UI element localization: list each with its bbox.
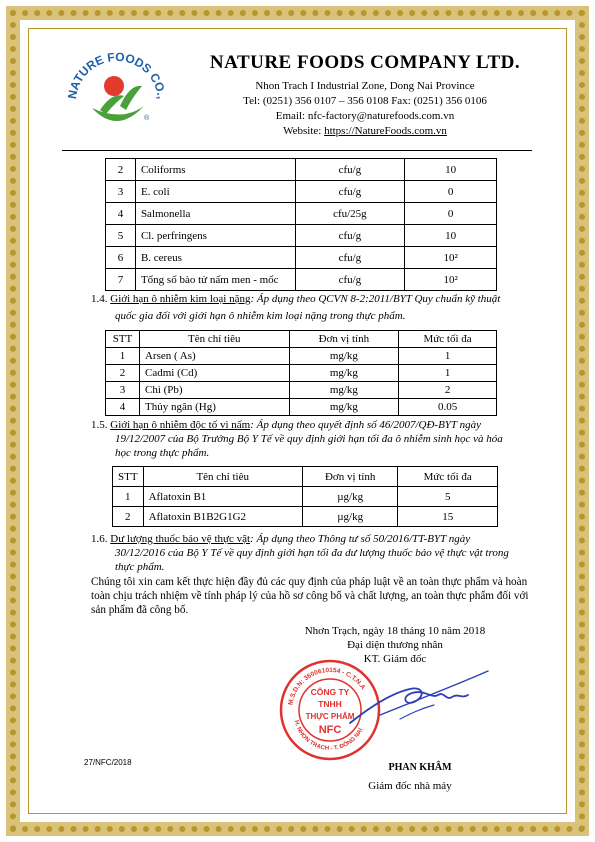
website-label: Website:	[283, 125, 325, 137]
table-cell: 7	[106, 269, 136, 291]
stamp-ring-bottom: H. NHƠN TRẠCH - T. ĐỒNG NAI	[292, 719, 365, 753]
table-header-cell: Tên chỉ tiêu	[143, 467, 302, 487]
table-cell: 3	[106, 181, 136, 203]
table-cell: mg/kg	[289, 399, 399, 416]
table-cell: Salmonella	[135, 203, 295, 225]
section-text: quốc gia đối với giới hạn ô nhiễm kim loại nặng trong thực phẩm.	[115, 310, 406, 322]
signer-name: PHAN KHÂM	[388, 762, 452, 773]
section-text: 19/12/2007 của Bộ Trưởng Bộ Y Tế về quy định giới hạn tối đa ô nhiễm sinh học và hóa	[115, 433, 503, 445]
table-cell: Aflatoxin B1	[143, 487, 302, 507]
table-cell: 0	[405, 203, 497, 225]
table-cell: Arsen ( As)	[139, 348, 289, 365]
table-cell: µg/kg	[302, 487, 398, 507]
table-cell: 2	[399, 382, 497, 399]
table-row	[106, 365, 497, 382]
director-label: KT. Giám đốc	[363, 653, 427, 665]
table-cell: 1	[106, 348, 140, 365]
stamp-line-4: NFC	[318, 724, 342, 736]
micro-table	[105, 158, 497, 291]
stamp-line-2: TNHH	[318, 699, 342, 709]
section-text: 30/12/2016 của Bộ Y Tế về quy định giới hạn tối đa dư lượng thuốc bảo vệ thực vật trong	[115, 547, 509, 559]
logo-text: NATURE FOODS CO.,	[65, 49, 169, 100]
company-address: Nhon Trach I Industrial Zone, Dong Nai Province	[255, 80, 475, 92]
table-cell: 10²	[405, 247, 497, 269]
section-1-4	[91, 292, 511, 323]
section-number: 1.6.	[91, 533, 108, 545]
representative-label: Đại diện thương nhân	[347, 639, 443, 651]
table-cell: 6	[106, 247, 136, 269]
table-row	[106, 203, 497, 225]
section-number: 1.5.	[91, 419, 108, 431]
section-text: : Áp dụng theo quyết định số 46/2007/QĐ-BYT ngày	[250, 419, 481, 431]
table-row	[106, 181, 497, 203]
commitment-line: toàn chịu trách nhiệm về tính pháp lý của hồ sơ công bố và chất lượng, an toàn thực phẩm đối với	[91, 590, 529, 602]
registered-mark: ®	[144, 115, 150, 122]
table-cell: 4	[106, 203, 136, 225]
stamp-line-3: THỰC PHẨM	[305, 712, 355, 721]
table-cell: µg/kg	[302, 507, 398, 527]
table-cell: 0	[405, 181, 497, 203]
table-cell: Cadmi (Cd)	[139, 365, 289, 382]
table-header-cell: Đơn vị tính	[289, 331, 399, 348]
table-cell: cfu/g	[295, 181, 405, 203]
table-cell: Aflatoxin B1B2G1G2	[143, 507, 302, 527]
table-cell: Coliforms	[135, 159, 295, 181]
table-row	[113, 507, 498, 527]
table-cell: cfu/g	[295, 247, 405, 269]
table-row	[106, 382, 497, 399]
table-cell: 5	[398, 487, 498, 507]
table-row	[106, 159, 497, 181]
company-email: Email: nfc-factory@naturefoods.com.vn	[275, 110, 455, 122]
table-cell: E. coli	[135, 181, 295, 203]
table-cell: mg/kg	[289, 365, 399, 382]
table-row	[106, 399, 497, 416]
stamp-ring-text: M.S.D.N: 3600610154 - C.T.N.A	[287, 666, 367, 706]
document-code: 27/NFC/2018	[84, 758, 132, 767]
section-title: Giới hạn ô nhiễm kim loại nặng	[110, 293, 251, 305]
table-header-row	[113, 467, 498, 487]
table-cell: mg/kg	[289, 348, 399, 365]
table-row	[113, 487, 498, 507]
heavy-metal-table	[105, 330, 497, 416]
table-cell: Thủy ngân (Hg)	[139, 399, 289, 416]
section-text: học trong thực phẩm.	[115, 447, 210, 459]
table-header-cell: STT	[106, 331, 140, 348]
section-number: 1.4.	[91, 293, 108, 305]
table-cell: Cl. perfringens	[135, 225, 295, 247]
table-header-cell: Đơn vị tính	[302, 467, 398, 487]
table-header-cell: Tên chỉ tiêu	[139, 331, 289, 348]
stamp-line-1: CÔNG TY	[310, 687, 350, 697]
section-1-5	[91, 418, 511, 460]
handwritten-signature	[340, 665, 490, 735]
table-cell: 1	[113, 487, 144, 507]
signer-title: Giám đốc nhà máy	[368, 780, 452, 792]
company-phone: Tel: (0251) 356 0107 – 356 0108 Fax: (0251) 356 0106	[243, 95, 487, 107]
header-divider	[62, 150, 532, 151]
company-website-line	[185, 125, 545, 137]
place-date: Nhơn Trạch, ngày 18 tháng 10 năm 2018	[304, 625, 486, 637]
table-header-row	[106, 331, 497, 348]
section-text: : Áp dụng theo Thông tư số 50/2016/TT-BYT ngày	[250, 533, 471, 545]
table-cell: 3	[106, 382, 140, 399]
table-cell: mg/kg	[289, 382, 399, 399]
commitment-paragraph	[91, 575, 541, 617]
mycotoxin-table	[112, 466, 498, 527]
table-header-cell: STT	[113, 467, 144, 487]
section-text: : Áp dụng theo QCVN 8-2:2011/BYT Quy chuẩn kỹ thuật	[250, 293, 501, 305]
table-cell: cfu/g	[295, 225, 405, 247]
table-cell: 10	[405, 159, 497, 181]
table-cell: Tổng số bào tử nấm men - mốc	[135, 269, 295, 291]
section-title: Dư lượng thuốc bảo vệ thực vật	[110, 533, 251, 545]
table-row	[106, 225, 497, 247]
table-cell: cfu/g	[295, 159, 405, 181]
section-title: Giới hạn ô nhiễm độc tố vi nấm	[110, 419, 251, 431]
commitment-line: Chúng tôi xin cam kết thực hiện đầy đủ các quy định của pháp luật về an toàn thực phẩm và hoàn	[91, 576, 528, 588]
table-cell: 1	[399, 365, 497, 382]
website-link[interactable]: https://NatureFoods.com.vn	[324, 125, 447, 137]
table-row	[106, 269, 497, 291]
company-name: NATURE FOODS COMPANY LTD.	[209, 52, 521, 73]
table-cell: 2	[106, 159, 136, 181]
table-header-cell: Mức tối đa	[399, 331, 497, 348]
table-row	[106, 348, 497, 365]
commitment-line: sản phẩm đã công bố.	[91, 604, 189, 616]
section-text: thực phẩm.	[115, 561, 165, 573]
table-cell: 15	[398, 507, 498, 527]
table-cell: 2	[113, 507, 144, 527]
table-cell: Chì (Pb)	[139, 382, 289, 399]
table-cell: cfu/25g	[295, 203, 405, 225]
table-cell: 10²	[405, 269, 497, 291]
table-cell: cfu/g	[295, 269, 405, 291]
table-cell: 10	[405, 225, 497, 247]
table-cell: 5	[106, 225, 136, 247]
table-cell: 4	[106, 399, 140, 416]
table-row	[106, 247, 497, 269]
table-cell: 0.05	[399, 399, 497, 416]
company-logo	[62, 40, 172, 150]
table-cell: 2	[106, 365, 140, 382]
section-1-6	[91, 532, 511, 574]
table-header-cell: Mức tối đa	[398, 467, 498, 487]
table-cell: B. cereus	[135, 247, 295, 269]
table-cell: 1	[399, 348, 497, 365]
